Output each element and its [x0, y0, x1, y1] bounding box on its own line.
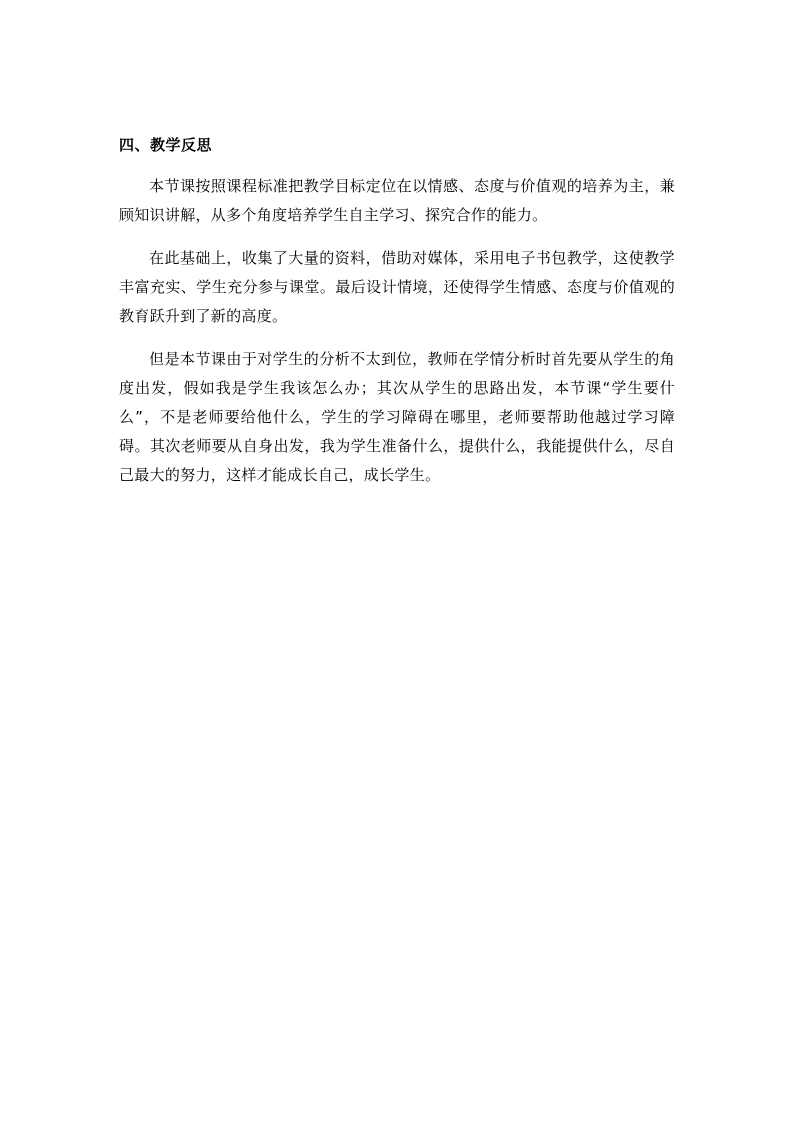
paragraph-2: 在此基础上，收集了大量的资料，借助对媒体，采用电子书包教学，这使教学丰富充实、学生充分参与课堂。最后设计情境，还使得学生情感、态度与价值观的教育跃升到了新的高度。 [119, 249, 675, 325]
document-body [119, 132, 675, 504]
section-heading: 四、教学反思 [119, 136, 213, 154]
paragraph-1: 本节课按照课程标准把教学目标定位在以情感、态度与价值观的培养为主，兼顾知识讲解，从多个角度培养学生自主学习、探究合作的能力。 [119, 177, 675, 224]
paragraph-3: 但是本节课由于对学生的分析不太到位，教师在学情分析时首先要从学生的角度出发，假如我是学生我该怎么办；其次从学生的思路出发，本节课“学生要什么”，不是老师要给他什么，学生的学习障碍在哪里，老师要帮助他越过学习障碍。其次老师要从自身出发，我为学生准备什么，提供什么，我能提供什么，尽自己最大的努力，这样才能成长自己，成长学生。 [119, 350, 675, 484]
